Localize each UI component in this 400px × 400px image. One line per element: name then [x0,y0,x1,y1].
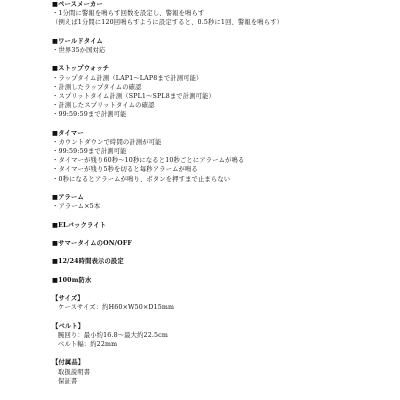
section-heading: ■ストップウォッチ [52,65,110,73]
spec-section [52,239,392,248]
spec-line: ケースサイズ：約H60×W50×D15mm [58,304,175,312]
section-heading: ■ワールドタイム [52,37,103,45]
spec-line: ・世界35か国対応 [52,46,106,54]
spec-section [52,129,392,184]
spec-section [52,294,392,312]
spec-line: ・計測したスプリットタイムの確認 [52,102,155,110]
spec-section [52,276,392,285]
spec-section [52,322,392,350]
spec-line: ・タイマーが残り5秒を切ると毎秒アラームが鳴る [52,166,198,174]
section-heading: 【ベルト】 [52,322,85,330]
spec-line: ・ラップタイム計測（LAP1～LAP8まで計測可能） [52,74,203,82]
spec-line: ・99:59:59まで計測可能 [52,148,127,155]
section-heading: ■ELバックライト [52,221,107,229]
section-heading: ■サマータイムのON/OFF [52,239,132,247]
spec-document [52,0,392,395]
spec-section [52,193,392,211]
spec-section [52,0,392,28]
spec-line: ・0秒になるとアラームが鳴り、ボタンを押すまで止まらない [52,175,231,183]
spec-section [52,358,392,386]
spec-section [52,37,392,55]
spec-line: 保証書 [58,377,78,385]
spec-line: ・アラーム×5本 [52,203,101,211]
section-heading: ■タイマー [52,129,84,137]
spec-section [52,221,392,230]
spec-line: ・計測したラップタイムの確認 [52,83,142,91]
section-heading: 【サイズ】 [52,295,84,302]
section-heading: ■12/24時間表示の設定 [52,258,124,266]
spec-line: ・1分間に警報を鳴らす回数を設定し、警報を鳴らす [52,10,205,18]
section-heading: ■アラーム [52,193,84,201]
spec-line: 取扱説明書 [58,368,91,376]
spec-line: ベルト幅：約22mm [58,340,118,348]
section-heading: ■ペースメーカー [52,1,103,8]
spec-line: ・タイマーが残り60秒～10秒になると10秒ごとにアラームが鳴る [52,157,245,165]
spec-section [52,64,392,119]
section-heading: 【付属品】 [52,359,85,367]
spec-line: 腕回り：最小約16.8～最大約22.5cm [58,331,168,339]
section-heading: ■100m防水 [52,276,92,284]
spec-line: ・99:59:59まで計測可能 [52,111,127,119]
spec-line: （例えば1分間に120回鳴らすように設定すると、0.5秒に1回、警報を鳴らす） [52,19,284,27]
spec-line: ・カウントダウンで時間の計測が可能 [52,138,162,146]
spec-line: ・スプリットタイム計測（SPL1～SPL8まで計測可能） [52,92,215,100]
spec-section [52,257,392,266]
